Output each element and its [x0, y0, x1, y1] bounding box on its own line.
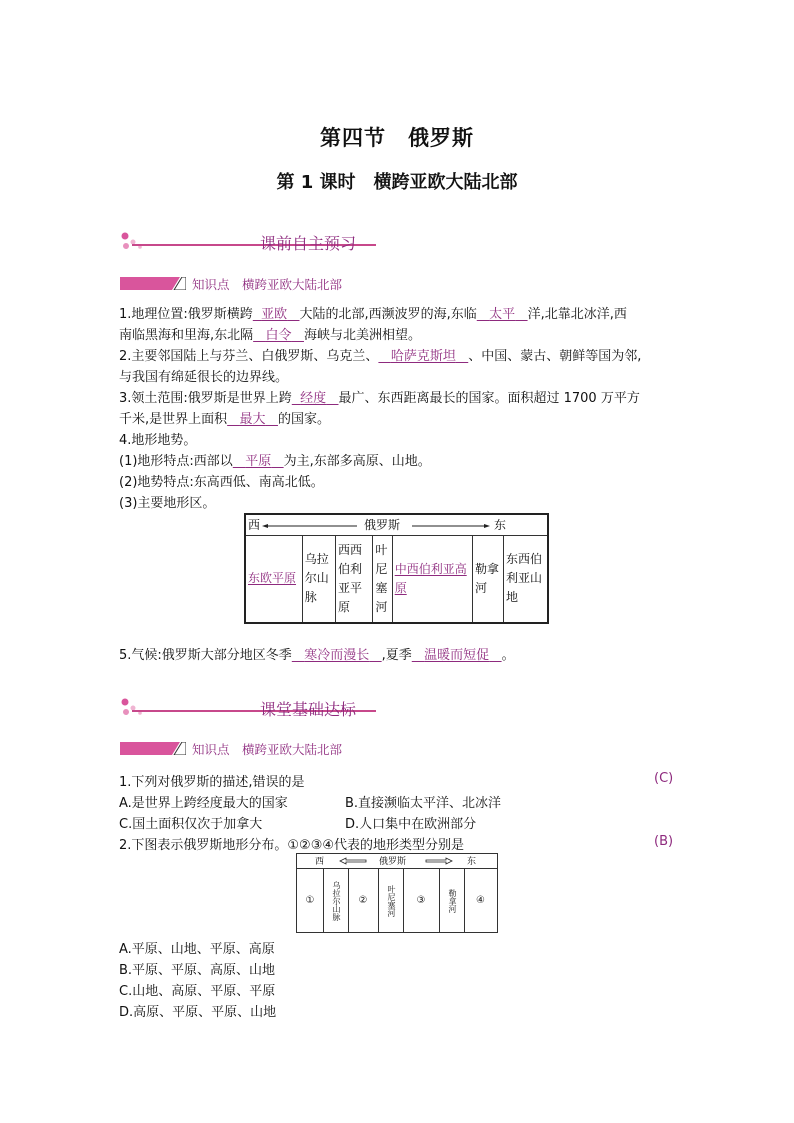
- direction-row: [297, 854, 497, 869]
- text: 为主,东部多高原、山地。: [283, 454, 431, 469]
- page-title: 第四节 俄罗斯: [320, 126, 474, 150]
- hollow-arrow-right-icon: [425, 857, 453, 865]
- center-label: 俄罗斯: [379, 857, 407, 867]
- direction-row: [245, 514, 548, 536]
- answer: 太平: [489, 307, 516, 322]
- answer: 亚欧: [261, 307, 288, 322]
- cell-1: ①: [305, 895, 315, 906]
- knowledge-point-label: 知识点 横跨亚欧大陆北部: [192, 277, 343, 292]
- cell-4: ④: [476, 895, 485, 906]
- tag-bar-icon: [120, 277, 186, 290]
- answer: 哈萨克斯坦: [390, 349, 456, 364]
- answer: 寒冷而漫长: [304, 648, 370, 663]
- cell-lena-river: 勒拿河: [472, 536, 503, 623]
- knowledge-point-label: 知识点 横跨亚欧大陆北部: [192, 742, 343, 757]
- west-label: 西: [315, 857, 325, 867]
- mc2-option-a: A.平原、山地、平原、高原: [119, 942, 275, 957]
- section-header-class: [120, 694, 500, 724]
- answer: 东欧平原: [248, 571, 297, 586]
- east-label: 东: [494, 518, 507, 532]
- text: 南临黑海和里海,东北隔: [119, 328, 254, 343]
- cell-east-siberian-mountains: 东西伯利亚山地: [504, 536, 548, 623]
- cell-central-siberian-plateau: [392, 536, 472, 623]
- dots-decoration-icon: [120, 696, 160, 722]
- section-title: 课堂基础达标: [260, 700, 357, 719]
- mc2-answer: (B): [654, 834, 674, 849]
- knowledge-point-tag: [120, 740, 460, 758]
- west-label: 西: [248, 518, 261, 532]
- text: 最广、东西距离最长的国家。面积超过 1700 万平方: [338, 391, 640, 406]
- q4-item1: [119, 452, 431, 472]
- arrow-left-icon: [262, 524, 357, 528]
- mc2-stem: 2.下图表示俄罗斯地形分布。①②③④代表的地形类型分别是: [119, 838, 465, 853]
- mc1-option-a: A.是世界上跨经度最大的国家: [119, 796, 288, 811]
- arrow-right-icon: [412, 524, 490, 528]
- q4-item2: (2)地势特点:东高西低、南高北低。: [119, 475, 324, 490]
- text: ,夏季: [381, 648, 412, 663]
- mc1-stem: 1.下列对俄罗斯的描述,错误的是: [119, 775, 305, 790]
- center-label: 俄罗斯: [364, 518, 401, 532]
- page-subtitle: 第 1 课时 横跨亚欧大陆北部: [276, 172, 518, 193]
- mc1-option-d: D.人口集中在欧洲部分: [345, 817, 477, 832]
- text: 5.气候:俄罗斯大部分地区冬季: [119, 648, 292, 663]
- text: 海峡与北美洲相望。: [303, 328, 421, 343]
- q4-item3: (3)主要地形区。: [119, 496, 216, 511]
- terrain-cells: [297, 869, 497, 932]
- cell-west-siberian-plain: 西西伯利亚平原: [335, 536, 372, 623]
- text: 千米,是世界上面积: [119, 412, 228, 427]
- section-header-preview: [120, 228, 500, 258]
- text: (1)地形特点:西部以: [119, 454, 233, 469]
- mc2-option-d: D.高原、平原、平原、山地: [119, 1005, 277, 1020]
- cell-yenisei-river: 叶尼塞河: [373, 536, 392, 623]
- east-label: 东: [467, 857, 477, 867]
- mc1-answer: (C): [654, 771, 674, 786]
- hollow-arrow-left-icon: [339, 857, 367, 865]
- mc2-option-c: C.山地、高原、平原、平原: [119, 984, 276, 999]
- answer: 中西伯利亚高原: [394, 561, 467, 595]
- terrain-table: [244, 513, 549, 624]
- text: 3.领土范围:俄罗斯是世界上跨: [119, 391, 292, 406]
- q3-line2: [119, 410, 330, 430]
- text: 1.地理位置:俄罗斯横跨: [119, 307, 253, 322]
- cell-ural-mountains: 乌拉尔山脉: [323, 869, 349, 932]
- answer: 白令: [265, 328, 292, 343]
- text: 2.主要邻国陆上与芬兰、白俄罗斯、乌克兰、: [119, 349, 379, 364]
- cell-3: ③: [416, 895, 426, 906]
- q2-line2: 与我国有绵延很长的边界线。: [119, 370, 289, 385]
- text: 、中国、蒙古、朝鲜等国为邻,: [468, 349, 642, 364]
- text: 洋,北靠北冰洋,西: [527, 307, 627, 322]
- text: 的国家。: [277, 412, 330, 427]
- cell-yenisei-river: 叶尼塞河: [378, 869, 404, 932]
- knowledge-point-tag: [120, 275, 460, 293]
- answer: 平原: [245, 454, 272, 469]
- terrain-diagram: [296, 853, 498, 933]
- tag-bar-icon: [120, 742, 186, 755]
- mc1-option-b: B.直接濒临太平洋、北冰洋: [345, 796, 502, 811]
- text: 。: [501, 648, 515, 663]
- q1-line1: [119, 305, 627, 325]
- mc1-option-c: C.国土面积仅次于加拿大: [119, 817, 263, 832]
- answer: 温暖而短促: [424, 648, 490, 663]
- answer: 最大: [239, 412, 266, 427]
- dots-decoration-icon: [120, 230, 160, 256]
- mc2-option-b: B.平原、平原、高原、山地: [119, 963, 276, 978]
- q2-line1: [119, 347, 641, 367]
- answer: 经度: [300, 391, 327, 406]
- cell-lena-river: 勒拿河: [439, 869, 465, 932]
- cell-ural-mountains: 乌拉尔山脉: [302, 536, 335, 623]
- cell-east-european-plain: [245, 536, 302, 623]
- q3-line1: [119, 389, 640, 409]
- q1-line2: [119, 326, 421, 346]
- q5-line: [119, 646, 515, 666]
- cell-2: ②: [358, 895, 368, 906]
- q4-heading: 4.地形地势。: [119, 433, 197, 448]
- section-title: 课前自主预习: [260, 234, 357, 253]
- text: 大陆的北部,西濒波罗的海,东临: [299, 307, 477, 322]
